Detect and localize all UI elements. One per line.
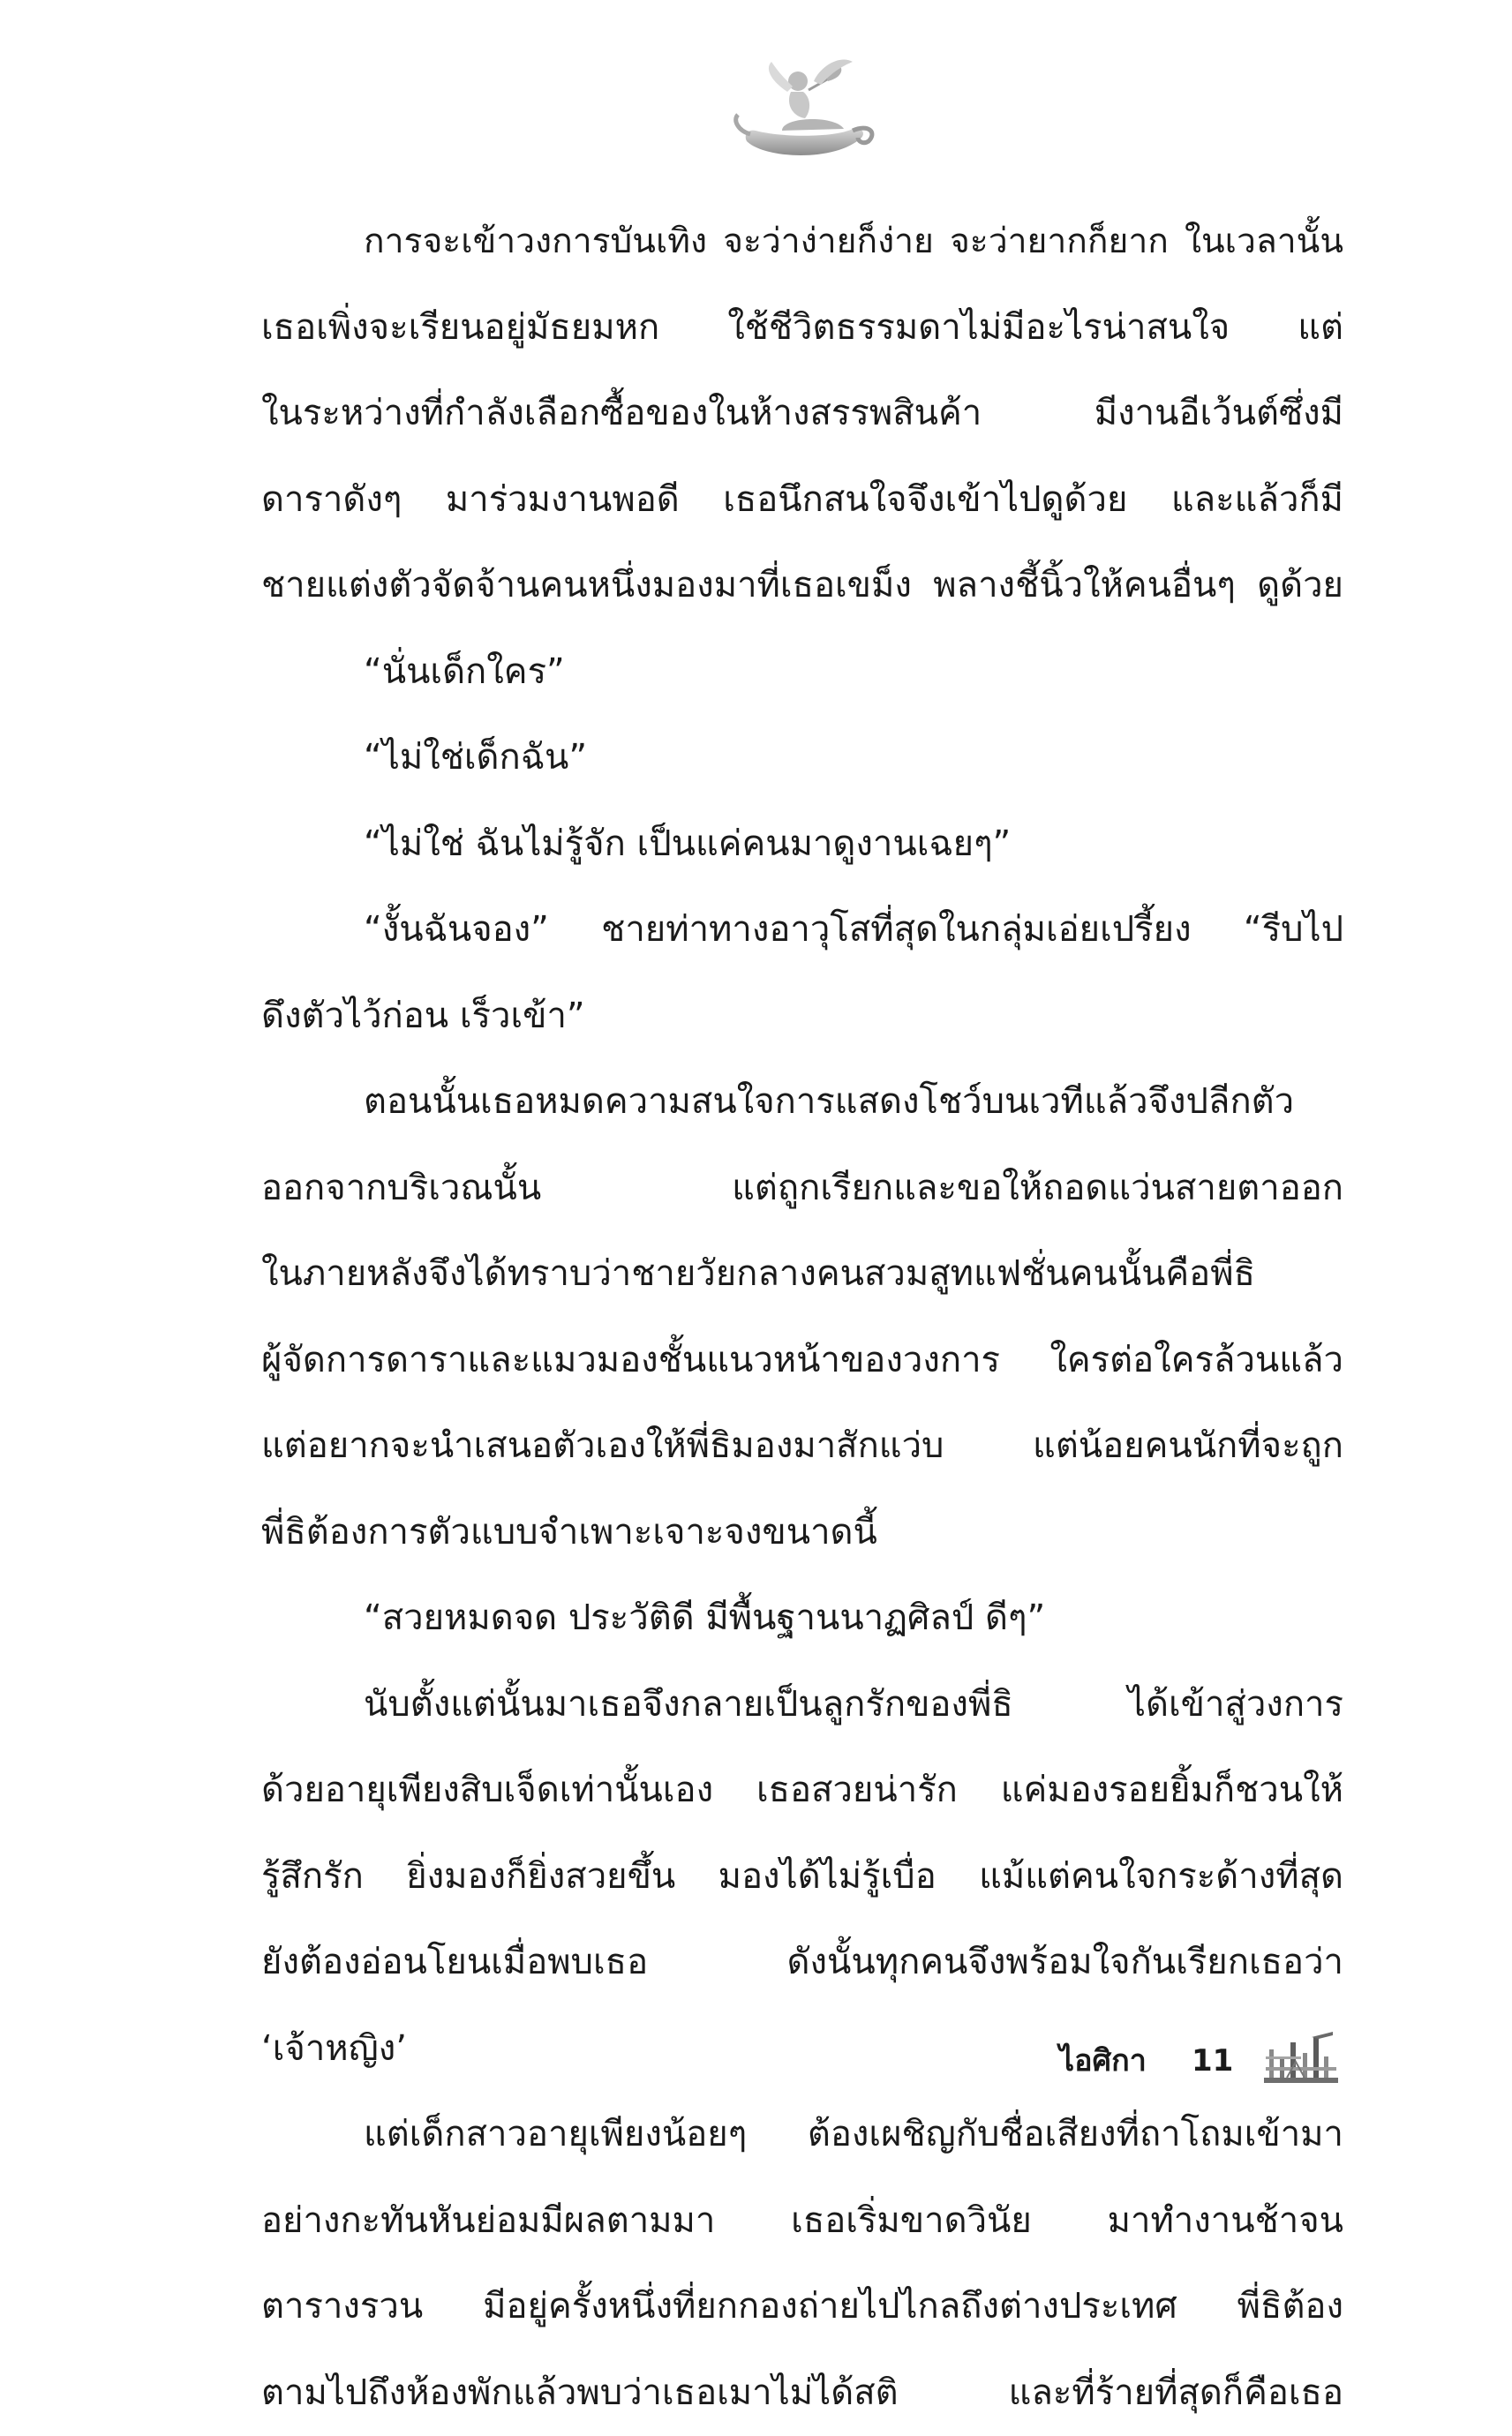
text-line: แต่เด็กสาวอายุเพียงน้อยๆ ต้องเผชิญกับชื่อเสียงที่ถาโถมเข้ามา (261, 2092, 1343, 2178)
text-line: ออกจากบริเวณนั้น แต่ถูกเรียกและขอให้ถอดแว่นสายตาออก (261, 1146, 1343, 1232)
page-footer (1059, 2030, 1350, 2092)
text-line: แต่อยากจะนำเสนอตัวเองให้พี่ธิมองมาสักแว่บ แต่น้อยคนนักที่จะถูก (261, 1403, 1343, 1490)
text-line: ชายแต่งตัวจัดจ้านคนหนึ่งมองมาที่เธอเขม็ง พลางชี้นิ้วให้คนอื่นๆ ดูด้วย (261, 543, 1343, 629)
page-number: 11 (1192, 2041, 1233, 2081)
text-line: ‘เจ้าหญิง’ (261, 2006, 1343, 2093)
text-line: ในระหว่างที่กำลังเลือกซื้อของในห้างสรรพสินค้า มีงานอีเว้นต์ซึ่งมี (261, 371, 1343, 457)
text-line: ตามไปถึงห้องพักแล้วพบว่าเธอเมาไม่ได้สติ และที่ร้ายที่สุดก็คือเธอ (261, 2350, 1343, 2436)
text-line: “สวยหมดจด ประวัติดี มีพื้นฐานนาฏศิลป์ ดีๆ” (261, 1575, 1343, 1662)
text-line: ดึงตัวไว้ก่อน เร็วเข้า” (261, 974, 1343, 1060)
text-line: “ไม่ใช่เด็กฉัน” (261, 715, 1343, 801)
text-line: ตารางรวน มีอยู่ครั้งหนึ่งที่ยกกองถ่ายไปไกลถึงต่างประเทศ พี่ธิต้อง (261, 2264, 1343, 2350)
text-line: เธอเพิ่งจะเรียนอยู่มัธยมหก ใช้ชีวิตธรรมดาไม่มีอะไรน่าสนใจ แต่ (261, 285, 1343, 372)
text-line: การจะเข้าวงการบันเทิง จะว่าง่ายก็ง่าย จะว่ายากก็ยาก ในเวลานั้น (261, 199, 1343, 285)
text-line: อย่างกะทันหันย่อมมีผลตามมา เธอเริ่มขาดวินัย มาทำงานช้าจน (261, 2178, 1343, 2265)
body-text (261, 199, 1343, 2436)
text-line: “ไม่ใช่ ฉันไม่รู้จัก เป็นแค่คนมาดูงานเฉยๆ” (261, 801, 1343, 888)
text-line: นับตั้งแต่นั้นมาเธอจึงกลายเป็นลูกรักของพี่ธิ ได้เข้าสู่วงการ (261, 1662, 1343, 1748)
book-title: ไอศิกา (1059, 2041, 1147, 2081)
oil-rig-icon (1260, 2030, 1342, 2088)
text-line: ตอนนั้นเธอหมดความสนใจการแสดงโชว์บนเวทีแล้วจึงปลีกตัว (261, 1059, 1343, 1146)
cupid-teapot-ornament-icon (729, 46, 879, 169)
text-line: ดาราดังๆ มาร่วมงานพอดี เธอนึกสนใจจึงเข้าไปดูด้วย และแล้วก็มี (261, 457, 1343, 544)
text-line: รู้สึกรัก ยิ่งมองก็ยิ่งสวยขึ้น มองได้ไม่รู้เบื่อ แม้แต่คนใจกระด้างที่สุด (261, 1834, 1343, 1921)
text-line: ผู้จัดการดาราและแมวมองชั้นแนวหน้าของวงการ ใครต่อใครล้วนแล้ว (261, 1318, 1343, 1404)
text-line: “งั้นฉันจอง” ชายท่าทางอาวุโสที่สุดในกลุ่มเอ่ยเปรี้ยง “รีบไป (261, 887, 1343, 974)
text-line: “นั่นเด็กใคร” (261, 629, 1343, 716)
text-line: พี่ธิต้องการตัวแบบจำเพาะเจาะจงขนาดนี้ (261, 1490, 1343, 1576)
text-line: ด้วยอายุเพียงสิบเจ็ดเท่านั้นเอง เธอสวยน่ารัก แค่มองรอยยิ้มก็ชวนให้ (261, 1748, 1343, 1834)
text-line: ยังต้องอ่อนโยนเมื่อพบเธอ ดังนั้นทุกคนจึงพร้อมใจกันเรียกเธอว่า (261, 1920, 1343, 2006)
text-line: ในภายหลังจึงได้ทราบว่าชายวัยกลางคนสวมสูทแฟชั่นคนนั้นคือพี่ธิ (261, 1231, 1343, 1318)
